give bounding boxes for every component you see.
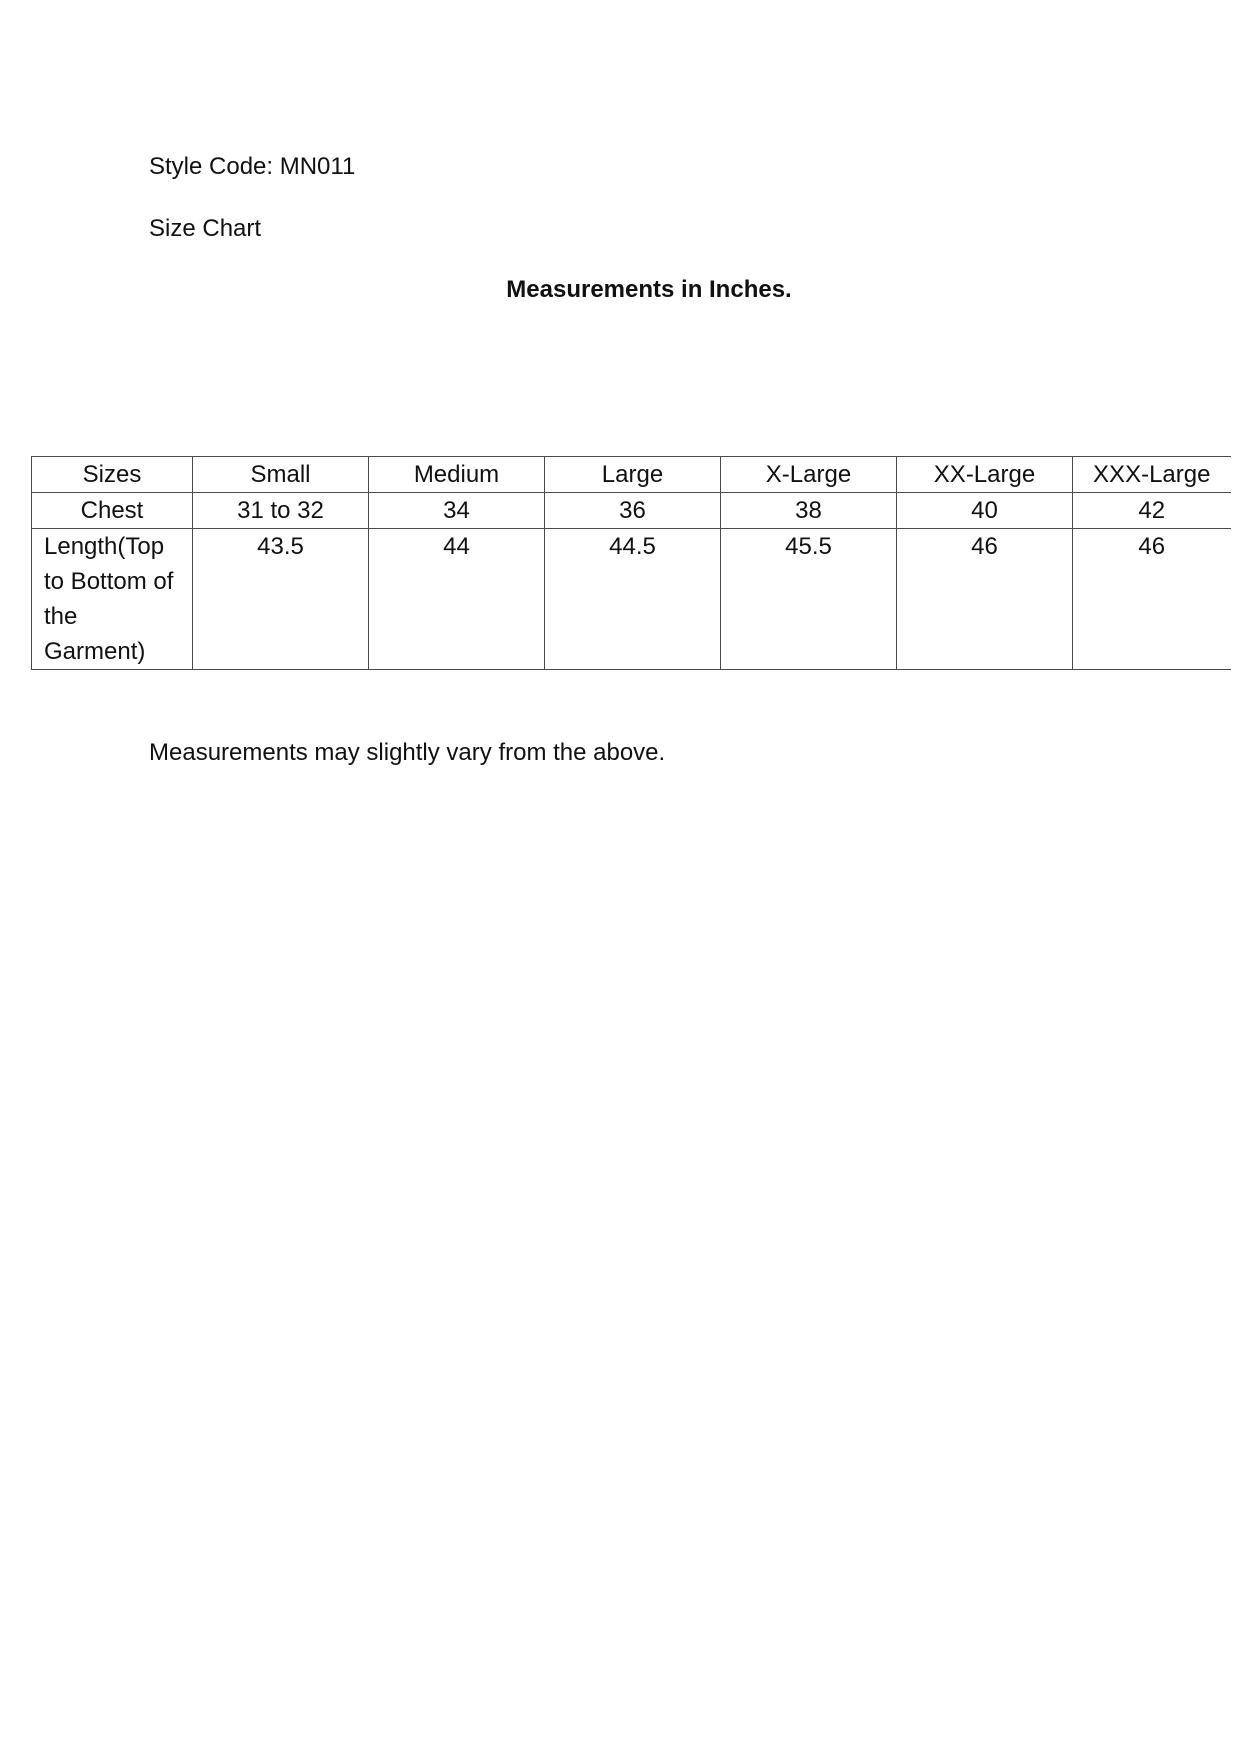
table-cell: 38 (721, 493, 897, 529)
measurement-unit-heading: Measurements in Inches. (506, 276, 792, 303)
measurement-note: Measurements may slightly vary from the above. (149, 739, 666, 766)
table-cell: 31 to 32 (193, 493, 369, 529)
table-cell: 34 (369, 493, 545, 529)
size-chart-table (31, 456, 1231, 670)
header-cell-size: Medium (369, 457, 545, 493)
header-cell-size: XX-Large (897, 457, 1073, 493)
table-header-row (32, 457, 1231, 493)
row-label-length: Length(Top to Bottom of the Garment) (32, 529, 193, 670)
size-chart-label: Size Chart (149, 215, 262, 242)
header-cell-sizes: Sizes (32, 457, 193, 493)
table-cell: 44 (369, 529, 545, 670)
header-cell-size: Small (193, 457, 369, 493)
header-cell-size: Large (545, 457, 721, 493)
row-label-chest: Chest (32, 493, 193, 529)
table-cell: 40 (897, 493, 1073, 529)
table-cell: 44.5 (545, 529, 721, 670)
table-row-length (32, 529, 1231, 670)
table-cell: 36 (545, 493, 721, 529)
table-cell: 46 (897, 529, 1073, 670)
header-cell-size: X-Large (721, 457, 897, 493)
table-cell: 45.5 (721, 529, 897, 670)
table-cell: 42 (1073, 493, 1231, 529)
table-cell: 43.5 (193, 529, 369, 670)
style-code: Style Code: MN011 (149, 153, 356, 180)
header-cell-size: XXX-Large (1073, 457, 1231, 493)
table-row-chest (32, 493, 1231, 529)
table-cell: 46 (1073, 529, 1231, 670)
